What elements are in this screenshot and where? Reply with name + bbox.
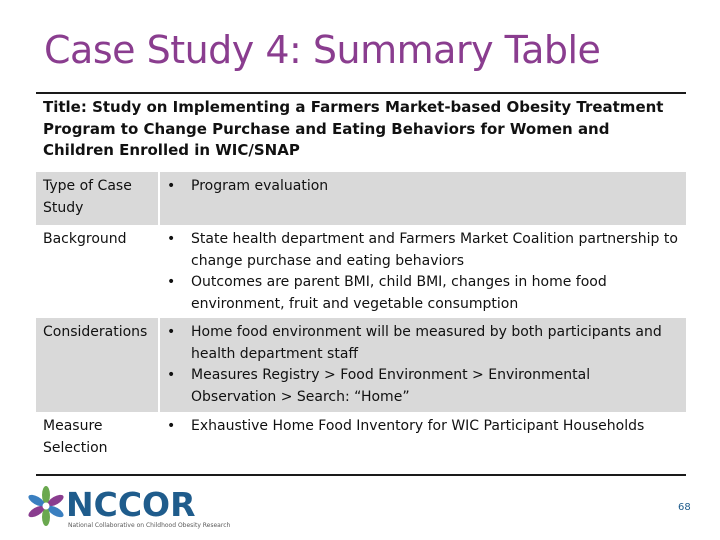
bullet-icon: •: [167, 178, 176, 194]
row-label: Measure Selection: [43, 418, 108, 456]
bullet-item: [166, 272, 678, 315]
nccor-logo: [26, 485, 231, 530]
slide-title: Case Study 4: Summary Table: [44, 28, 601, 72]
row-label: Type of Case Study: [43, 178, 132, 216]
bullet-icon: •: [167, 367, 176, 383]
table-row: [36, 412, 686, 472]
bullet-item: [166, 229, 678, 272]
row-label: Considerations: [43, 324, 148, 340]
bullet-item: [166, 322, 678, 365]
table-row: [36, 225, 686, 318]
bullet-item: [166, 416, 678, 438]
bullet-icon: •: [167, 231, 176, 247]
logo-tagline: National Collaborative on Childhood Obesity Research: [68, 522, 231, 529]
bullet-icon: •: [167, 274, 176, 290]
bullet-icon: •: [167, 324, 176, 340]
table-row: [36, 318, 686, 412]
table-bottom-rule: [36, 474, 686, 476]
bullet-text: Measures Registry > Food Environment > Environmental Observation > Search: “Home”: [191, 367, 591, 405]
bullet-icon: •: [167, 418, 176, 434]
table-title: Title: Study on Implementing a Farmers Market-based Obesity Treatment Program to Change Purchase and Eating Behaviors for Women and Children Enrolled in WIC/SNAP: [43, 98, 664, 159]
bullet-item: [166, 365, 678, 408]
row-content: [160, 412, 686, 472]
bullet-text: Program evaluation: [191, 178, 329, 194]
row-content: [160, 225, 686, 318]
bullet-text: Outcomes are parent BMI, child BMI, changes in home food environment, fruit and vegetable consumption: [191, 274, 607, 312]
table-row: [36, 172, 686, 225]
bullet-text: State health department and Farmers Market Coalition partnership to change purchase and eating behaviors: [191, 231, 678, 269]
row-content: [160, 172, 686, 225]
row-label: Background: [43, 231, 127, 247]
bullet-text: Home food environment will be measured by both participants and health department staff: [191, 324, 662, 362]
table-top-rule: [36, 92, 686, 94]
nccor-flower-icon: [26, 486, 70, 530]
bullet-text: Exhaustive Home Food Inventory for WIC Participant Households: [191, 418, 645, 434]
logo-wordmark: NCCOR: [66, 485, 196, 524]
page-number: 68: [678, 502, 691, 513]
row-content: [160, 318, 686, 412]
bullet-item: [166, 176, 678, 198]
